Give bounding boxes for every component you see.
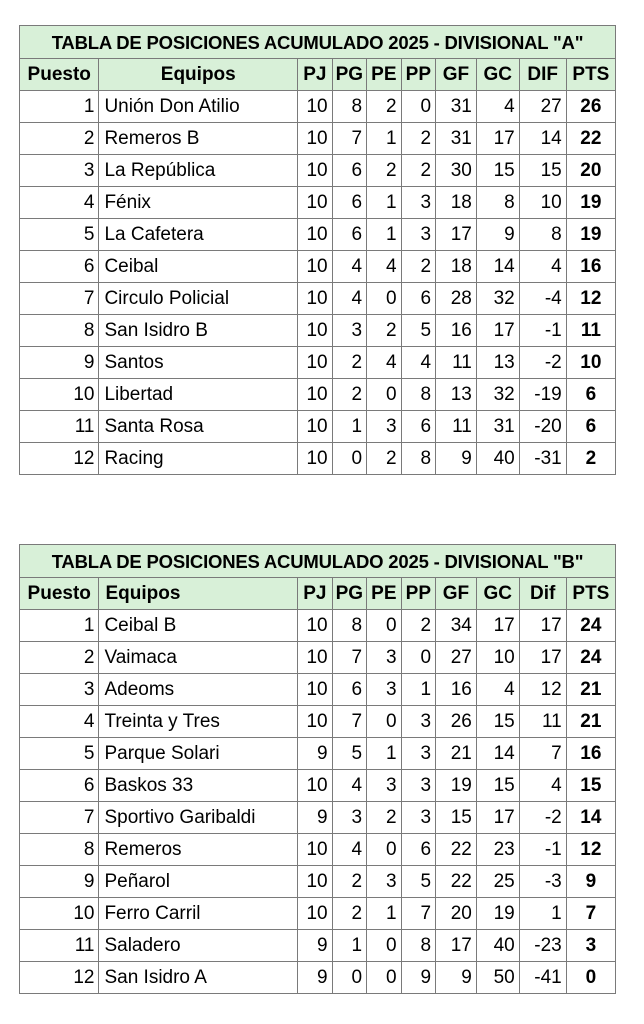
cell-gc: 15 (476, 706, 519, 738)
cell-team-name: La Cafetera (99, 219, 298, 251)
cell-dif: -2 (519, 802, 566, 834)
header-gc: GC (476, 59, 519, 91)
cell-pp: 8 (401, 443, 436, 475)
cell-pe: 3 (367, 674, 402, 706)
cell-pg: 7 (332, 642, 367, 674)
table-header-row (20, 59, 616, 91)
cell-dif: -31 (519, 443, 566, 475)
cell-gc: 32 (476, 379, 519, 411)
cell-team-name: Treinta y Tres (99, 706, 298, 738)
cell-team-name: Peñarol (99, 866, 298, 898)
table-title: TABLA DE POSICIONES ACUMULADO 2025 - DIVISIONAL "A" (20, 26, 616, 59)
cell-pj: 10 (298, 219, 333, 251)
cell-gf: 21 (436, 738, 477, 770)
cell-pj: 10 (298, 642, 333, 674)
cell-pe: 4 (367, 347, 402, 379)
cell-pe: 2 (367, 315, 402, 347)
cell-gc: 15 (476, 770, 519, 802)
cell-gf: 16 (436, 315, 477, 347)
cell-pj: 10 (298, 770, 333, 802)
cell-pp: 7 (401, 898, 436, 930)
cell-pg: 6 (332, 219, 367, 251)
cell-pj: 9 (298, 738, 333, 770)
cell-pg: 0 (332, 443, 367, 475)
table-row (20, 930, 616, 962)
cell-team-name: Sportivo Garibaldi (99, 802, 298, 834)
cell-dif: -1 (519, 315, 566, 347)
cell-pe: 1 (367, 738, 402, 770)
cell-gc: 40 (476, 443, 519, 475)
header-dif: Dif (519, 578, 566, 610)
table-row (20, 770, 616, 802)
cell-pe: 1 (367, 898, 402, 930)
header-pts: PTS (566, 59, 615, 91)
header-pj: PJ (298, 59, 333, 91)
cell-gf: 17 (436, 930, 477, 962)
cell-gc: 4 (476, 91, 519, 123)
cell-pts: 12 (566, 283, 615, 315)
cell-pe: 1 (367, 187, 402, 219)
cell-pe: 3 (367, 642, 402, 674)
cell-pp: 3 (401, 187, 436, 219)
table-row (20, 251, 616, 283)
cell-puesto: 6 (20, 251, 99, 283)
cell-pg: 7 (332, 123, 367, 155)
cell-pg: 1 (332, 411, 367, 443)
cell-pg: 3 (332, 315, 367, 347)
cell-dif: -4 (519, 283, 566, 315)
cell-pg: 4 (332, 834, 367, 866)
cell-dif: 7 (519, 738, 566, 770)
cell-pe: 1 (367, 219, 402, 251)
cell-pts: 21 (566, 706, 615, 738)
cell-puesto: 1 (20, 91, 99, 123)
cell-puesto: 2 (20, 642, 99, 674)
cell-puesto: 11 (20, 930, 99, 962)
cell-pg: 6 (332, 187, 367, 219)
header-pj: PJ (298, 578, 333, 610)
cell-pj: 10 (298, 834, 333, 866)
cell-puesto: 8 (20, 315, 99, 347)
cell-puesto: 10 (20, 898, 99, 930)
cell-gc: 9 (476, 219, 519, 251)
cell-dif: 14 (519, 123, 566, 155)
cell-gc: 17 (476, 315, 519, 347)
cell-pe: 3 (367, 866, 402, 898)
cell-pj: 10 (298, 315, 333, 347)
header-pe: PE (367, 578, 402, 610)
cell-gc: 17 (476, 802, 519, 834)
cell-gc: 23 (476, 834, 519, 866)
cell-pp: 6 (401, 283, 436, 315)
cell-pg: 7 (332, 706, 367, 738)
cell-puesto: 7 (20, 283, 99, 315)
cell-pp: 3 (401, 219, 436, 251)
cell-team-name: Remeros (99, 834, 298, 866)
header-pg: PG (332, 59, 367, 91)
cell-pe: 0 (367, 379, 402, 411)
table-row (20, 123, 616, 155)
cell-gf: 22 (436, 834, 477, 866)
table-body (20, 91, 616, 475)
cell-pp: 2 (401, 251, 436, 283)
cell-puesto: 8 (20, 834, 99, 866)
table-title-row (20, 26, 616, 59)
cell-pe: 3 (367, 770, 402, 802)
cell-pj: 10 (298, 610, 333, 642)
table-row (20, 802, 616, 834)
cell-gf: 17 (436, 219, 477, 251)
cell-puesto: 11 (20, 411, 99, 443)
cell-puesto: 12 (20, 962, 99, 994)
cell-gf: 20 (436, 898, 477, 930)
cell-pts: 22 (566, 123, 615, 155)
cell-team-name: San Isidro B (99, 315, 298, 347)
cell-pg: 8 (332, 91, 367, 123)
cell-gc: 4 (476, 674, 519, 706)
cell-pts: 14 (566, 802, 615, 834)
table-row (20, 866, 616, 898)
header-pe: PE (367, 59, 402, 91)
table-row (20, 91, 616, 123)
cell-dif: -19 (519, 379, 566, 411)
cell-pts: 24 (566, 642, 615, 674)
cell-pe: 2 (367, 155, 402, 187)
cell-pts: 19 (566, 219, 615, 251)
cell-puesto: 9 (20, 347, 99, 379)
cell-pe: 2 (367, 443, 402, 475)
table-body (20, 610, 616, 994)
cell-pe: 0 (367, 930, 402, 962)
table-row (20, 283, 616, 315)
cell-team-name: Santos (99, 347, 298, 379)
cell-pg: 4 (332, 770, 367, 802)
table-row (20, 642, 616, 674)
header-pp: PP (401, 578, 436, 610)
cell-puesto: 1 (20, 610, 99, 642)
cell-pp: 5 (401, 866, 436, 898)
cell-gf: 31 (436, 91, 477, 123)
cell-puesto: 5 (20, 219, 99, 251)
table-row (20, 219, 616, 251)
cell-pp: 2 (401, 610, 436, 642)
cell-puesto: 10 (20, 379, 99, 411)
cell-pts: 9 (566, 866, 615, 898)
cell-pts: 15 (566, 770, 615, 802)
cell-pe: 2 (367, 802, 402, 834)
cell-puesto: 5 (20, 738, 99, 770)
cell-team-name: La República (99, 155, 298, 187)
table-row (20, 187, 616, 219)
cell-dif: 4 (519, 251, 566, 283)
cell-pj: 9 (298, 962, 333, 994)
cell-pp: 6 (401, 834, 436, 866)
cell-team-name: Parque Solari (99, 738, 298, 770)
cell-dif: 17 (519, 610, 566, 642)
cell-pj: 10 (298, 674, 333, 706)
cell-pj: 10 (298, 379, 333, 411)
cell-pe: 4 (367, 251, 402, 283)
cell-gc: 17 (476, 123, 519, 155)
cell-gf: 18 (436, 187, 477, 219)
cell-pts: 11 (566, 315, 615, 347)
cell-pg: 2 (332, 379, 367, 411)
header-pg: PG (332, 578, 367, 610)
cell-team-name: Saladero (99, 930, 298, 962)
cell-pg: 5 (332, 738, 367, 770)
cell-gf: 27 (436, 642, 477, 674)
cell-gc: 17 (476, 610, 519, 642)
cell-pp: 3 (401, 738, 436, 770)
cell-pts: 16 (566, 251, 615, 283)
cell-gf: 13 (436, 379, 477, 411)
cell-dif: -1 (519, 834, 566, 866)
cell-dif: 27 (519, 91, 566, 123)
cell-team-name: Remeros B (99, 123, 298, 155)
cell-team-name: Adeoms (99, 674, 298, 706)
cell-gf: 22 (436, 866, 477, 898)
cell-pp: 3 (401, 706, 436, 738)
table-row (20, 610, 616, 642)
cell-team-name: Ferro Carril (99, 898, 298, 930)
cell-dif: 10 (519, 187, 566, 219)
header-gf: GF (436, 59, 477, 91)
cell-pts: 20 (566, 155, 615, 187)
table-row (20, 379, 616, 411)
table-row (20, 347, 616, 379)
table-row (20, 155, 616, 187)
cell-dif: -3 (519, 866, 566, 898)
cell-pj: 10 (298, 187, 333, 219)
cell-pg: 6 (332, 674, 367, 706)
cell-pg: 2 (332, 347, 367, 379)
cell-gf: 34 (436, 610, 477, 642)
cell-team-name: Racing (99, 443, 298, 475)
cell-pe: 0 (367, 962, 402, 994)
cell-pp: 3 (401, 802, 436, 834)
cell-pj: 9 (298, 930, 333, 962)
cell-pj: 9 (298, 802, 333, 834)
header-pp: PP (401, 59, 436, 91)
cell-pp: 8 (401, 930, 436, 962)
cell-gf: 30 (436, 155, 477, 187)
cell-pj: 10 (298, 443, 333, 475)
cell-gc: 14 (476, 251, 519, 283)
header-dif: DIF (519, 59, 566, 91)
cell-dif: -20 (519, 411, 566, 443)
cell-pg: 0 (332, 962, 367, 994)
cell-team-name: Libertad (99, 379, 298, 411)
cell-dif: 15 (519, 155, 566, 187)
cell-pp: 1 (401, 674, 436, 706)
header-puesto: Puesto (20, 578, 99, 610)
cell-gf: 28 (436, 283, 477, 315)
table-row (20, 443, 616, 475)
cell-gc: 32 (476, 283, 519, 315)
cell-pts: 2 (566, 443, 615, 475)
standings-table-divisional-a (19, 25, 616, 475)
cell-dif: 11 (519, 706, 566, 738)
cell-puesto: 6 (20, 770, 99, 802)
cell-gc: 31 (476, 411, 519, 443)
cell-pts: 16 (566, 738, 615, 770)
cell-pp: 2 (401, 123, 436, 155)
cell-gc: 13 (476, 347, 519, 379)
cell-gf: 9 (436, 962, 477, 994)
table-row (20, 411, 616, 443)
cell-pts: 6 (566, 411, 615, 443)
cell-pp: 5 (401, 315, 436, 347)
cell-dif: 8 (519, 219, 566, 251)
table-row (20, 962, 616, 994)
cell-pj: 10 (298, 706, 333, 738)
cell-team-name: San Isidro A (99, 962, 298, 994)
cell-gf: 11 (436, 411, 477, 443)
cell-dif: -41 (519, 962, 566, 994)
cell-dif: 1 (519, 898, 566, 930)
cell-puesto: 2 (20, 123, 99, 155)
cell-puesto: 3 (20, 674, 99, 706)
cell-pj: 10 (298, 866, 333, 898)
cell-pts: 26 (566, 91, 615, 123)
table-row (20, 706, 616, 738)
cell-dif: -2 (519, 347, 566, 379)
cell-team-name: Unión Don Atilio (99, 91, 298, 123)
cell-gc: 15 (476, 155, 519, 187)
cell-dif: 17 (519, 642, 566, 674)
cell-gf: 15 (436, 802, 477, 834)
cell-pj: 10 (298, 411, 333, 443)
cell-dif: -23 (519, 930, 566, 962)
cell-pg: 4 (332, 283, 367, 315)
cell-pj: 10 (298, 123, 333, 155)
cell-gc: 14 (476, 738, 519, 770)
cell-pe: 3 (367, 411, 402, 443)
cell-team-name: Circulo Policial (99, 283, 298, 315)
cell-team-name: Ceibal B (99, 610, 298, 642)
cell-gc: 40 (476, 930, 519, 962)
table-row (20, 738, 616, 770)
cell-gc: 25 (476, 866, 519, 898)
header-pts: PTS (566, 578, 615, 610)
cell-puesto: 7 (20, 802, 99, 834)
header-puesto: Puesto (20, 59, 99, 91)
cell-pj: 10 (298, 283, 333, 315)
cell-pts: 3 (566, 930, 615, 962)
table-row (20, 674, 616, 706)
cell-pp: 2 (401, 155, 436, 187)
cell-team-name: Baskos 33 (99, 770, 298, 802)
table-title: TABLA DE POSICIONES ACUMULADO 2025 - DIVISIONAL "B" (20, 545, 616, 578)
cell-pp: 9 (401, 962, 436, 994)
cell-pp: 0 (401, 642, 436, 674)
cell-pts: 6 (566, 379, 615, 411)
cell-pe: 1 (367, 123, 402, 155)
cell-pp: 4 (401, 347, 436, 379)
cell-pj: 10 (298, 898, 333, 930)
cell-pp: 6 (401, 411, 436, 443)
cell-pg: 2 (332, 866, 367, 898)
table-row (20, 315, 616, 347)
cell-team-name: Santa Rosa (99, 411, 298, 443)
cell-puesto: 12 (20, 443, 99, 475)
cell-gf: 31 (436, 123, 477, 155)
cell-pts: 24 (566, 610, 615, 642)
cell-pg: 6 (332, 155, 367, 187)
cell-pg: 8 (332, 610, 367, 642)
cell-dif: 12 (519, 674, 566, 706)
cell-puesto: 4 (20, 706, 99, 738)
cell-gc: 19 (476, 898, 519, 930)
cell-pj: 10 (298, 91, 333, 123)
cell-dif: 4 (519, 770, 566, 802)
cell-team-name: Vaimaca (99, 642, 298, 674)
cell-pj: 10 (298, 347, 333, 379)
cell-pg: 2 (332, 898, 367, 930)
header-gc: GC (476, 578, 519, 610)
table-row (20, 898, 616, 930)
header-gf: GF (436, 578, 477, 610)
cell-pg: 3 (332, 802, 367, 834)
cell-gf: 16 (436, 674, 477, 706)
standings-table-divisional-b (19, 544, 616, 994)
header-equipos: Equipos (99, 578, 298, 610)
cell-gf: 11 (436, 347, 477, 379)
cell-pp: 3 (401, 770, 436, 802)
cell-gf: 9 (436, 443, 477, 475)
cell-pe: 0 (367, 706, 402, 738)
cell-gc: 8 (476, 187, 519, 219)
cell-team-name: Ceibal (99, 251, 298, 283)
cell-pg: 1 (332, 930, 367, 962)
table-title-row (20, 545, 616, 578)
cell-pts: 7 (566, 898, 615, 930)
header-equipos: Equipos (99, 59, 298, 91)
cell-puesto: 3 (20, 155, 99, 187)
cell-gf: 19 (436, 770, 477, 802)
cell-pp: 0 (401, 91, 436, 123)
cell-pts: 0 (566, 962, 615, 994)
cell-pts: 21 (566, 674, 615, 706)
table-header-row (20, 578, 616, 610)
cell-pg: 4 (332, 251, 367, 283)
cell-puesto: 9 (20, 866, 99, 898)
table-row (20, 834, 616, 866)
cell-pe: 2 (367, 91, 402, 123)
cell-gc: 10 (476, 642, 519, 674)
cell-pts: 19 (566, 187, 615, 219)
cell-gf: 18 (436, 251, 477, 283)
cell-pe: 0 (367, 283, 402, 315)
cell-pe: 0 (367, 834, 402, 866)
cell-pj: 10 (298, 251, 333, 283)
cell-gc: 50 (476, 962, 519, 994)
cell-pj: 10 (298, 155, 333, 187)
cell-gf: 26 (436, 706, 477, 738)
cell-pp: 8 (401, 379, 436, 411)
cell-puesto: 4 (20, 187, 99, 219)
cell-pts: 10 (566, 347, 615, 379)
cell-team-name: Fénix (99, 187, 298, 219)
cell-pe: 0 (367, 610, 402, 642)
cell-pts: 12 (566, 834, 615, 866)
